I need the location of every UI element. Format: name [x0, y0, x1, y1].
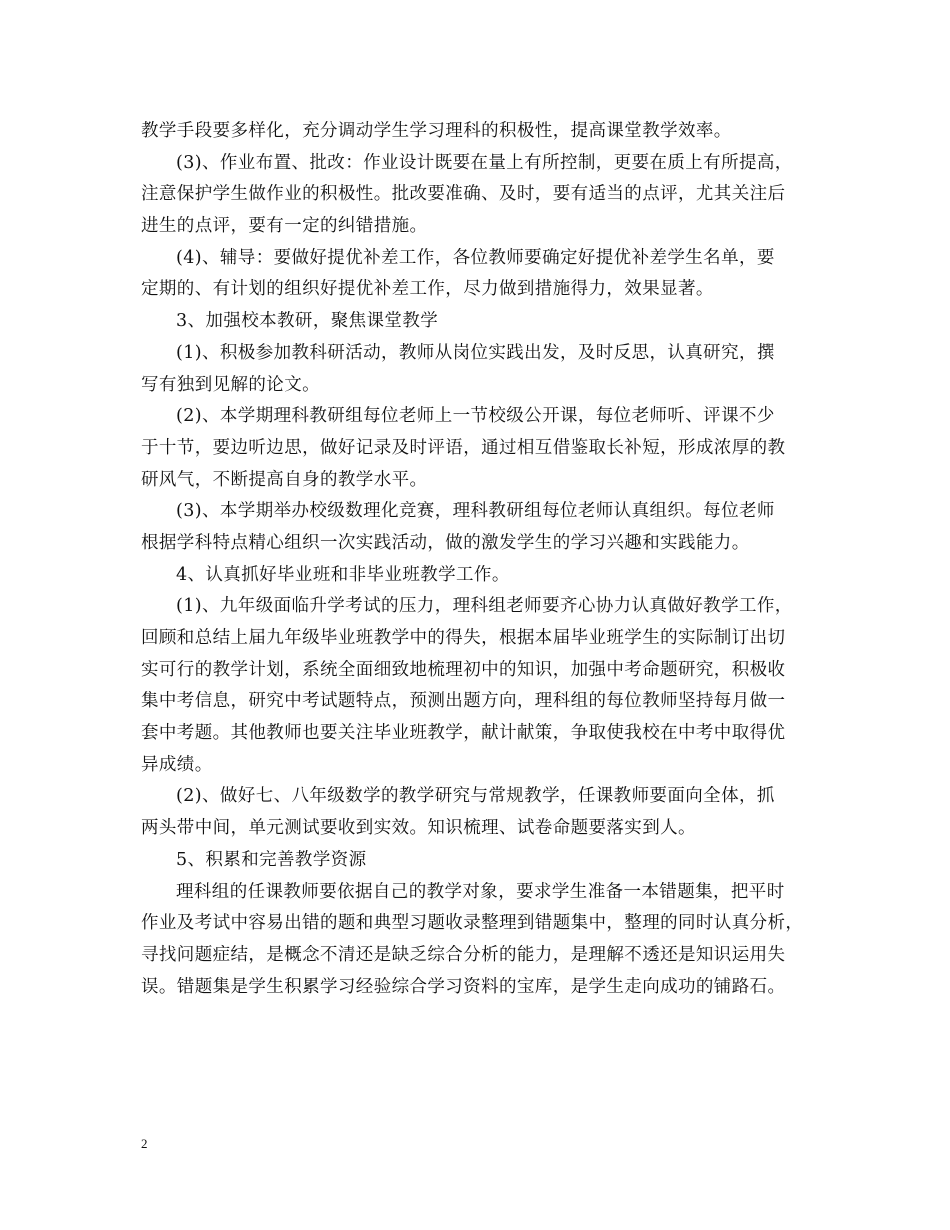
page-number: 2	[141, 1136, 148, 1151]
text-line: 于十节，要边听边思，做好记录及时评语，通过相互借鉴取长补短，形成浓厚的教	[141, 437, 786, 458]
body-text	[141, 116, 816, 1003]
text-line: 注意保护学生做作业的积极性。批改要准确、及时，要有适当的点评，尤其关注后	[141, 184, 786, 205]
text-line: 研风气，不断提高自身的教学水平。	[141, 469, 428, 490]
text-line: 根据学科特点精心组织一次实践活动，做的激发学生的学习兴趣和实践能力。	[141, 532, 750, 553]
text-line: (3)、作业布置、批改：作业设计既要在量上有所控制，更要在质上有所提高，	[176, 152, 793, 173]
text-line: 定期的、有计划的组织好提优补差工作，尽力做到措施得力，效果显著。	[141, 279, 714, 300]
text-line: (3)、本学期举办校级数理化竞赛，理科教研组每位老师认真组织。每位老师	[176, 501, 775, 522]
text-line: (2)、做好七、八年级数学的教学研究与常规教学，任课教师要面向全体，抓	[176, 786, 775, 807]
text-line: (1)、九年级面临升学考试的压力，理科组老师要齐心协力认真做好教学工作，	[176, 596, 793, 617]
text-line: (2)、本学期理科教研组每位老师上一节校级公开课，每位老师听、评课不少	[176, 406, 775, 427]
text-line: 作业及考试中容易出错的题和典型习题收录整理到错题集中，整理的同时认真分析，	[141, 913, 804, 934]
text-line: 集中考信息，研究中考试题特点，预测出题方向，理科组的每位教师坚持每月做一	[141, 691, 786, 712]
text-line: 进生的点评，要有一定的纠错措施。	[141, 216, 428, 237]
text-line: (4)、辅导：要做好提优补差工作，各位教师要确定好提优补差学生名单，要	[176, 247, 775, 268]
text-line: 误。错题集是学生积累学习经验综合学习资料的宝库，是学生走向成功的铺路石。	[141, 976, 786, 997]
text-line: (1)、积极参加教科研活动，教师从岗位实践出发，及时反思，认真研究，撰	[176, 342, 775, 363]
text-line: 3、加强校本教研，聚焦课堂教学	[176, 311, 439, 332]
text-line: 异成绩。	[141, 754, 213, 775]
text-line: 5、积累和完善教学资源	[176, 849, 367, 870]
text-line: 理科组的任课教师要依据自己的教学对象，要求学生准备一本错题集，把平时	[176, 881, 785, 902]
text-line: 4、认真抓好毕业班和非毕业班教学工作。	[176, 564, 510, 585]
text-line: 回顾和总结上届九年级毕业班教学中的得失，根据本届毕业班学生的实际制订出切	[141, 628, 786, 648]
text-line: 寻找问题症结，是概念不清还是缺乏综合分析的能力，是理解不透还是知识运用失	[141, 944, 786, 965]
text-line: 实可行的教学计划，系统全面细致地梳理初中的知识，加强中考命题研究，积极收	[141, 659, 786, 680]
text-line: 两头带中间，单元测试要收到实效。知识梳理、试卷命题要落实到人。	[141, 818, 696, 839]
text-line: 写有独到见解的论文。	[141, 374, 320, 395]
text-line: 套中考题。其他教师也要关注毕业班教学，献计献策，争取使我校在中考中取得优	[141, 723, 786, 744]
text-line: 教学手段要多样化，充分调动学生学习理科的积极性，提高课堂教学效率。	[141, 121, 732, 141]
